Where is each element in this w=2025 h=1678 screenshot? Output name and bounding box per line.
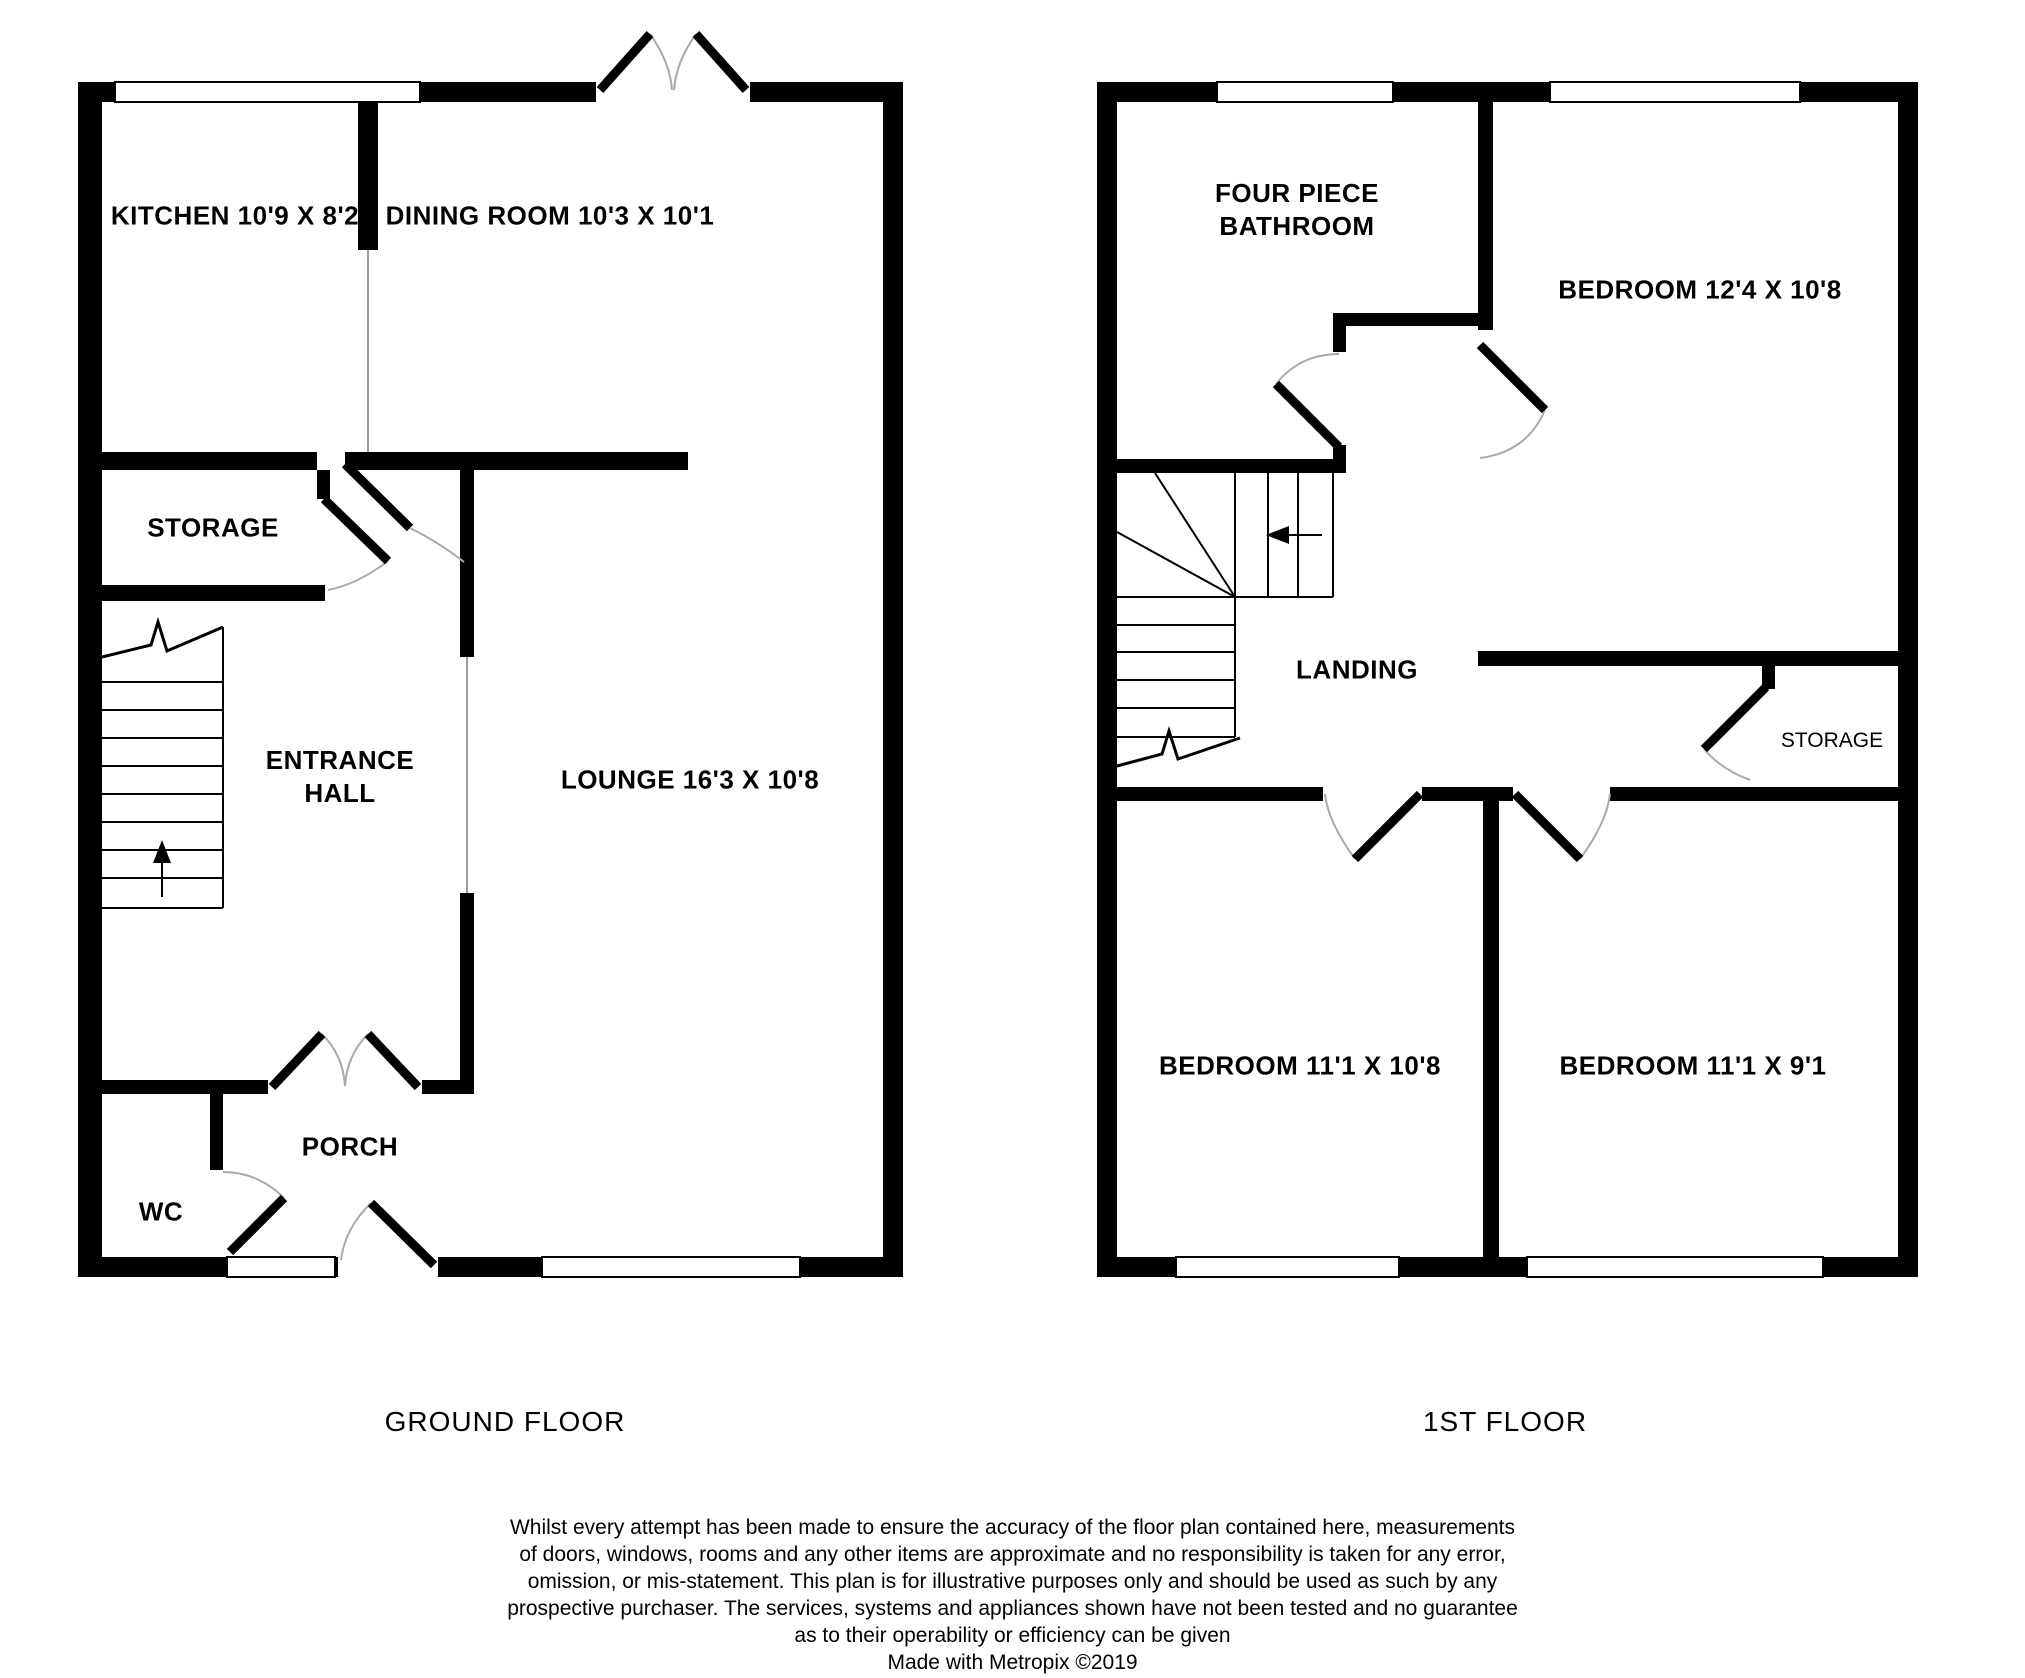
- door-leaf: [345, 464, 410, 528]
- lounge-label: LOUNGE 16'3 X 10'8: [560, 764, 820, 795]
- door-arc: [1480, 410, 1545, 458]
- first-floor-stairs: [1117, 473, 1333, 766]
- stair-break-line: [102, 622, 223, 657]
- storage-1f-label: STORAGE: [1780, 729, 1884, 752]
- stair-winder: [1155, 473, 1235, 597]
- bedroom-top-window: [1550, 82, 1800, 102]
- kitchen-label: KITCHEN 10'9 X 8'2: [110, 200, 360, 231]
- door-leaf: [1355, 794, 1420, 859]
- first-floor-door-leaves: [1276, 345, 1766, 859]
- door-arc: [223, 1172, 284, 1198]
- kitchen-window: [115, 82, 420, 102]
- wall-segment: [1610, 787, 1898, 801]
- bathroom-line1: FOUR PIECE: [1215, 178, 1379, 208]
- wall-segment: [102, 585, 325, 601]
- wall-segment: [1478, 102, 1493, 330]
- first-floor-title: 1ST FLOOR: [1422, 1406, 1588, 1437]
- arrow-up-icon: [153, 840, 171, 863]
- bathroom-line2: BATHROOM: [1219, 211, 1375, 241]
- door-leaf: [230, 1198, 284, 1252]
- arrow-left-icon: [1266, 526, 1289, 544]
- storage-gf-label: STORAGE: [147, 512, 279, 543]
- ground-floor-door-openings: [265, 78, 750, 1279]
- door-leaf: [324, 499, 388, 561]
- door-leaf: [1704, 687, 1766, 749]
- wall-segment: [317, 470, 330, 499]
- wall-segment: [420, 1080, 474, 1094]
- door-leaf: [1276, 384, 1339, 447]
- wc-window: [227, 1257, 335, 1277]
- ground-floor-walls: [78, 82, 903, 1277]
- door-arc: [1704, 749, 1750, 780]
- stair-winder: [1117, 532, 1235, 597]
- wall-segment: [345, 452, 688, 470]
- first-floor-door-arcs: [1276, 354, 1750, 859]
- wall-segment: [1097, 82, 1117, 1277]
- bathroom-window: [1217, 82, 1393, 102]
- door-opening: [596, 78, 750, 104]
- lounge-window: [542, 1257, 800, 1277]
- ground-floor-stairs: [102, 622, 223, 908]
- first-floor-windows: [1176, 82, 1823, 1277]
- wall-segment: [1478, 651, 1918, 666]
- bedroom-left-label: BEDROOM 11'1 X 10'8: [1159, 1050, 1441, 1081]
- disclaimer-line: prospective purchaser. The services, systems and appliances shown have not been tested and no guarantee: [507, 1597, 1518, 1620]
- wall-segment: [460, 893, 474, 1090]
- disclaimer-line: Whilst every attempt has been made to ensure the accuracy of the floor plan contained here, measurements: [509, 1516, 1516, 1539]
- wall-segment: [210, 1094, 223, 1170]
- porch-label: PORCH: [301, 1131, 399, 1162]
- entrance-hall-line1: ENTRANCE: [265, 745, 415, 775]
- first-floor-plan: [1097, 82, 1918, 1277]
- wall-segment: [1117, 787, 1323, 801]
- wall-segment: [1333, 313, 1478, 326]
- door-arc: [1325, 794, 1355, 859]
- entrance-hall-label: [266, 744, 414, 810]
- disclaimer-block: [0, 1514, 2025, 1676]
- bedroom-left-window: [1176, 1257, 1399, 1277]
- ground-floor-title: GROUND FLOOR: [384, 1406, 626, 1437]
- disclaimer-line: of doors, windows, rooms and any other items are approximate and no responsibility is taken for any error,: [519, 1543, 1506, 1566]
- wall-segment: [1333, 326, 1346, 352]
- door-arc: [1276, 354, 1339, 384]
- door-arc: [1580, 794, 1610, 859]
- bathroom-label: [1215, 177, 1379, 243]
- wall-segment: [883, 82, 903, 1277]
- bedroom-right-window: [1527, 1257, 1823, 1277]
- wall-segment: [102, 1080, 270, 1094]
- dining-room-label: DINING ROOM 10'3 X 10'1: [385, 200, 715, 231]
- wall-segment: [1113, 459, 1346, 473]
- wall-segment: [1483, 801, 1499, 1257]
- door-leaf: [1480, 345, 1545, 410]
- door-arc: [328, 561, 388, 590]
- entrance-hall-line2: HALL: [304, 778, 376, 808]
- door-arc: [341, 1203, 371, 1260]
- wall-segment: [1898, 82, 1918, 1277]
- wall-segment: [1422, 787, 1513, 801]
- door-leaf: [1515, 794, 1580, 859]
- door-arc: [410, 528, 464, 562]
- wall-segment: [460, 470, 474, 657]
- bedroom-right-label: BEDROOM 11'1 X 9'1: [1559, 1050, 1827, 1081]
- wall-segment: [102, 452, 317, 470]
- bedroom-top-label: BEDROOM 12'4 X 10'8: [1558, 274, 1842, 305]
- metropix-credit: Made with Metropix ©2019: [887, 1651, 1138, 1674]
- wc-label: WC: [138, 1196, 184, 1227]
- disclaimer-line: omission, or mis-statement. This plan is for illustrative purposes only and should be used as such by any: [527, 1570, 1498, 1593]
- wall-segment: [358, 102, 378, 250]
- disclaimer-line: as to their operability or efficiency can be given: [794, 1624, 1231, 1647]
- landing-label: LANDING: [1296, 654, 1418, 685]
- wall-segment: [78, 82, 102, 1277]
